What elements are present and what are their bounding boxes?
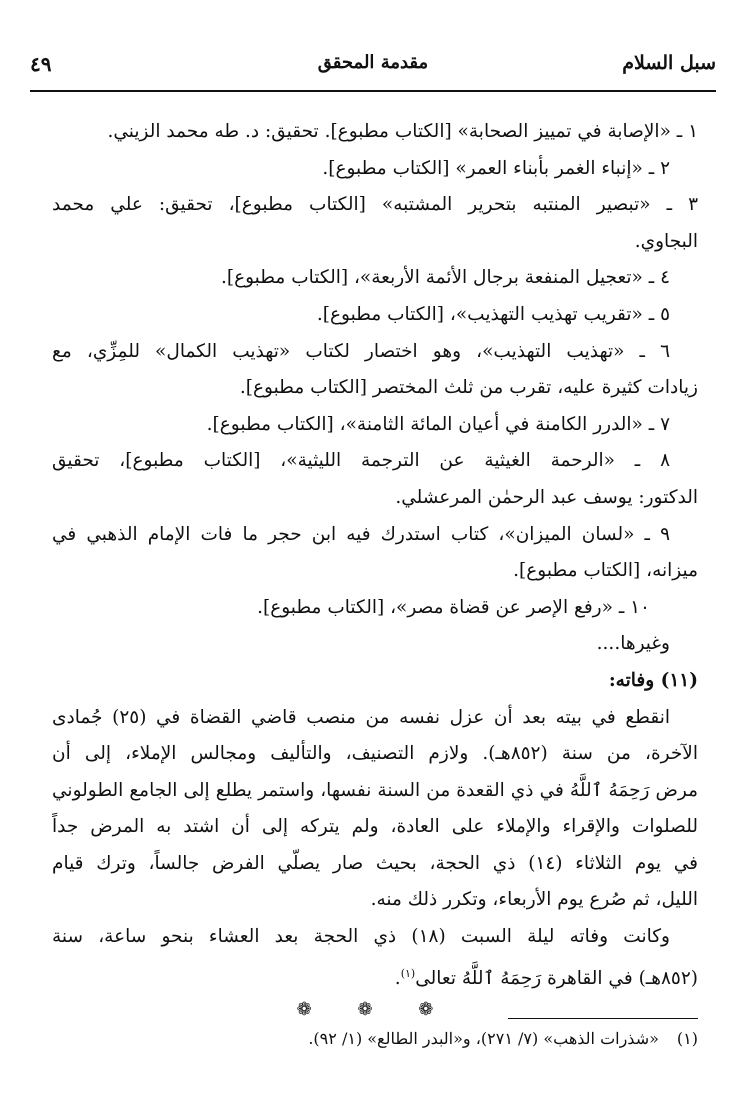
section-title: مقدمة المحقق (317, 52, 429, 73)
work-item-5: ٥ ـ «تقريب تهذيب التهذيب»، [الكتاب مطبوع]. (316, 303, 670, 325)
work-item-6-continued: زيادات كثيرة عليه، تقرب من ثلث المختصر [الكتاب مطبوع]. (239, 377, 698, 399)
death-para1-line2: الآخرة، من سنة (٨٥٢هـ). ولازم التصنيف، والتأليف ومجالس الإملاء، إلى أن (52, 743, 698, 765)
death-para1-line5: في يوم الثلاثاء (١٤) ذي الحجة، بحيث صار يصلّي الفرض جالساً، وترك قيام (52, 852, 698, 874)
others-text: وغيرها.... (596, 633, 670, 655)
footnote-number: (١) (676, 1029, 698, 1048)
work-item-10: ١٠ ـ «رفع الإصر عن قضاة مصر»، [الكتاب مطبوع]. (257, 596, 650, 618)
work-item-9: ٩ ـ «لسان الميزان»، كتاب استدرك فيه ابن حجر ما فات الإمام الذهبي في (52, 523, 670, 545)
header-rule (30, 90, 716, 92)
work-item-3: ٣ ـ «تبصير المنتبه بتحرير المشتبه» [الكتاب مطبوع]، تحقيق: علي محمد (52, 194, 698, 216)
work-item-2: ٢ ـ «إنباء الغمر بأبناء العمر» [الكتاب مطبوع]. (322, 157, 670, 179)
main-text (52, 114, 698, 1028)
footnote-rule (508, 1018, 698, 1019)
footnote-marker[interactable]: (١) (400, 966, 416, 980)
footnote (52, 1026, 698, 1052)
death-para2-line2: (٨٥٢هـ) في القاهرة رَحِمَهُ ٱللَّهُ تعالى$^{(١)}$. (394, 966, 698, 989)
footnote-text: «شذرات الذهب» (٧/ ٢٧١)، و«البدر الطالع» (١/ ٩٢). (308, 1029, 659, 1048)
work-item-4: ٤ ـ «تعجيل المنفعة برجال الأئمة الأربعة»، [الكتاب مطبوع]. (220, 267, 670, 289)
work-item-9-continued: ميزانه، [الكتاب مطبوع]. (513, 560, 698, 582)
death-para2-line2-text: (٨٥٢هـ) في القاهرة رَحِمَهُ ٱللَّهُ تعالى (415, 967, 698, 989)
death-para1-line1: انقطع في بيته بعد أن عزل نفسه من منصب قاضي القضاة في (٢٥) جُمادى (52, 706, 670, 728)
work-item-1: ١ ـ «الإصابة في تمييز الصحابة» [الكتاب مطبوع]. تحقيق: د. طه محمد الزيني. (107, 121, 698, 142)
running-header (30, 52, 716, 82)
work-item-8-continued: الدكتور: يوسف عبد الرحمٰن المرعشلي. (395, 486, 698, 508)
section-heading-death: (١١) وفاته: (608, 669, 698, 691)
death-para1-line4: للصلوات والإقراء والإملاء على العادة، ولم يتركه إلى أن اشتد به المرض جداً (52, 816, 698, 838)
page-number: ٤٩ (30, 52, 52, 76)
work-item-7: ٧ ـ «الدرر الكامنة في أعيان المائة الثامنة»، [الكتاب مطبوع]. (206, 413, 670, 435)
work-item-6: ٦ ـ «تهذيب التهذيب»، وهو اختصار لكتاب «تهذيب الكمال» للمِزِّي، مع (52, 340, 670, 362)
book-title: سبل السلام (622, 52, 716, 74)
death-para1-line3: مرض رَحِمَهُ ٱللَّهُ في ذي القعدة من السنة نفسها، واستمر يطلع إلى الجامع الطولوني (52, 779, 698, 801)
work-item-3-continued: البجاوي. (634, 230, 698, 252)
death-para1-line6: الليل، ثم صُرع يوم الأربعاء، وتكرر ذلك منه. (370, 889, 698, 911)
death-para2-line1: وكانت وفاته ليلة السبت (١٨) ذي الحجة بعد العشاء بنحو ساعة، سنة (52, 926, 670, 948)
work-item-8: ٨ ـ «الرحمة الغيثية عن الترجمة الليثية»، [الكتاب مطبوع]، تحقيق (52, 450, 670, 472)
ornament-divider: ❁ ❁ ❁ (296, 999, 454, 1021)
